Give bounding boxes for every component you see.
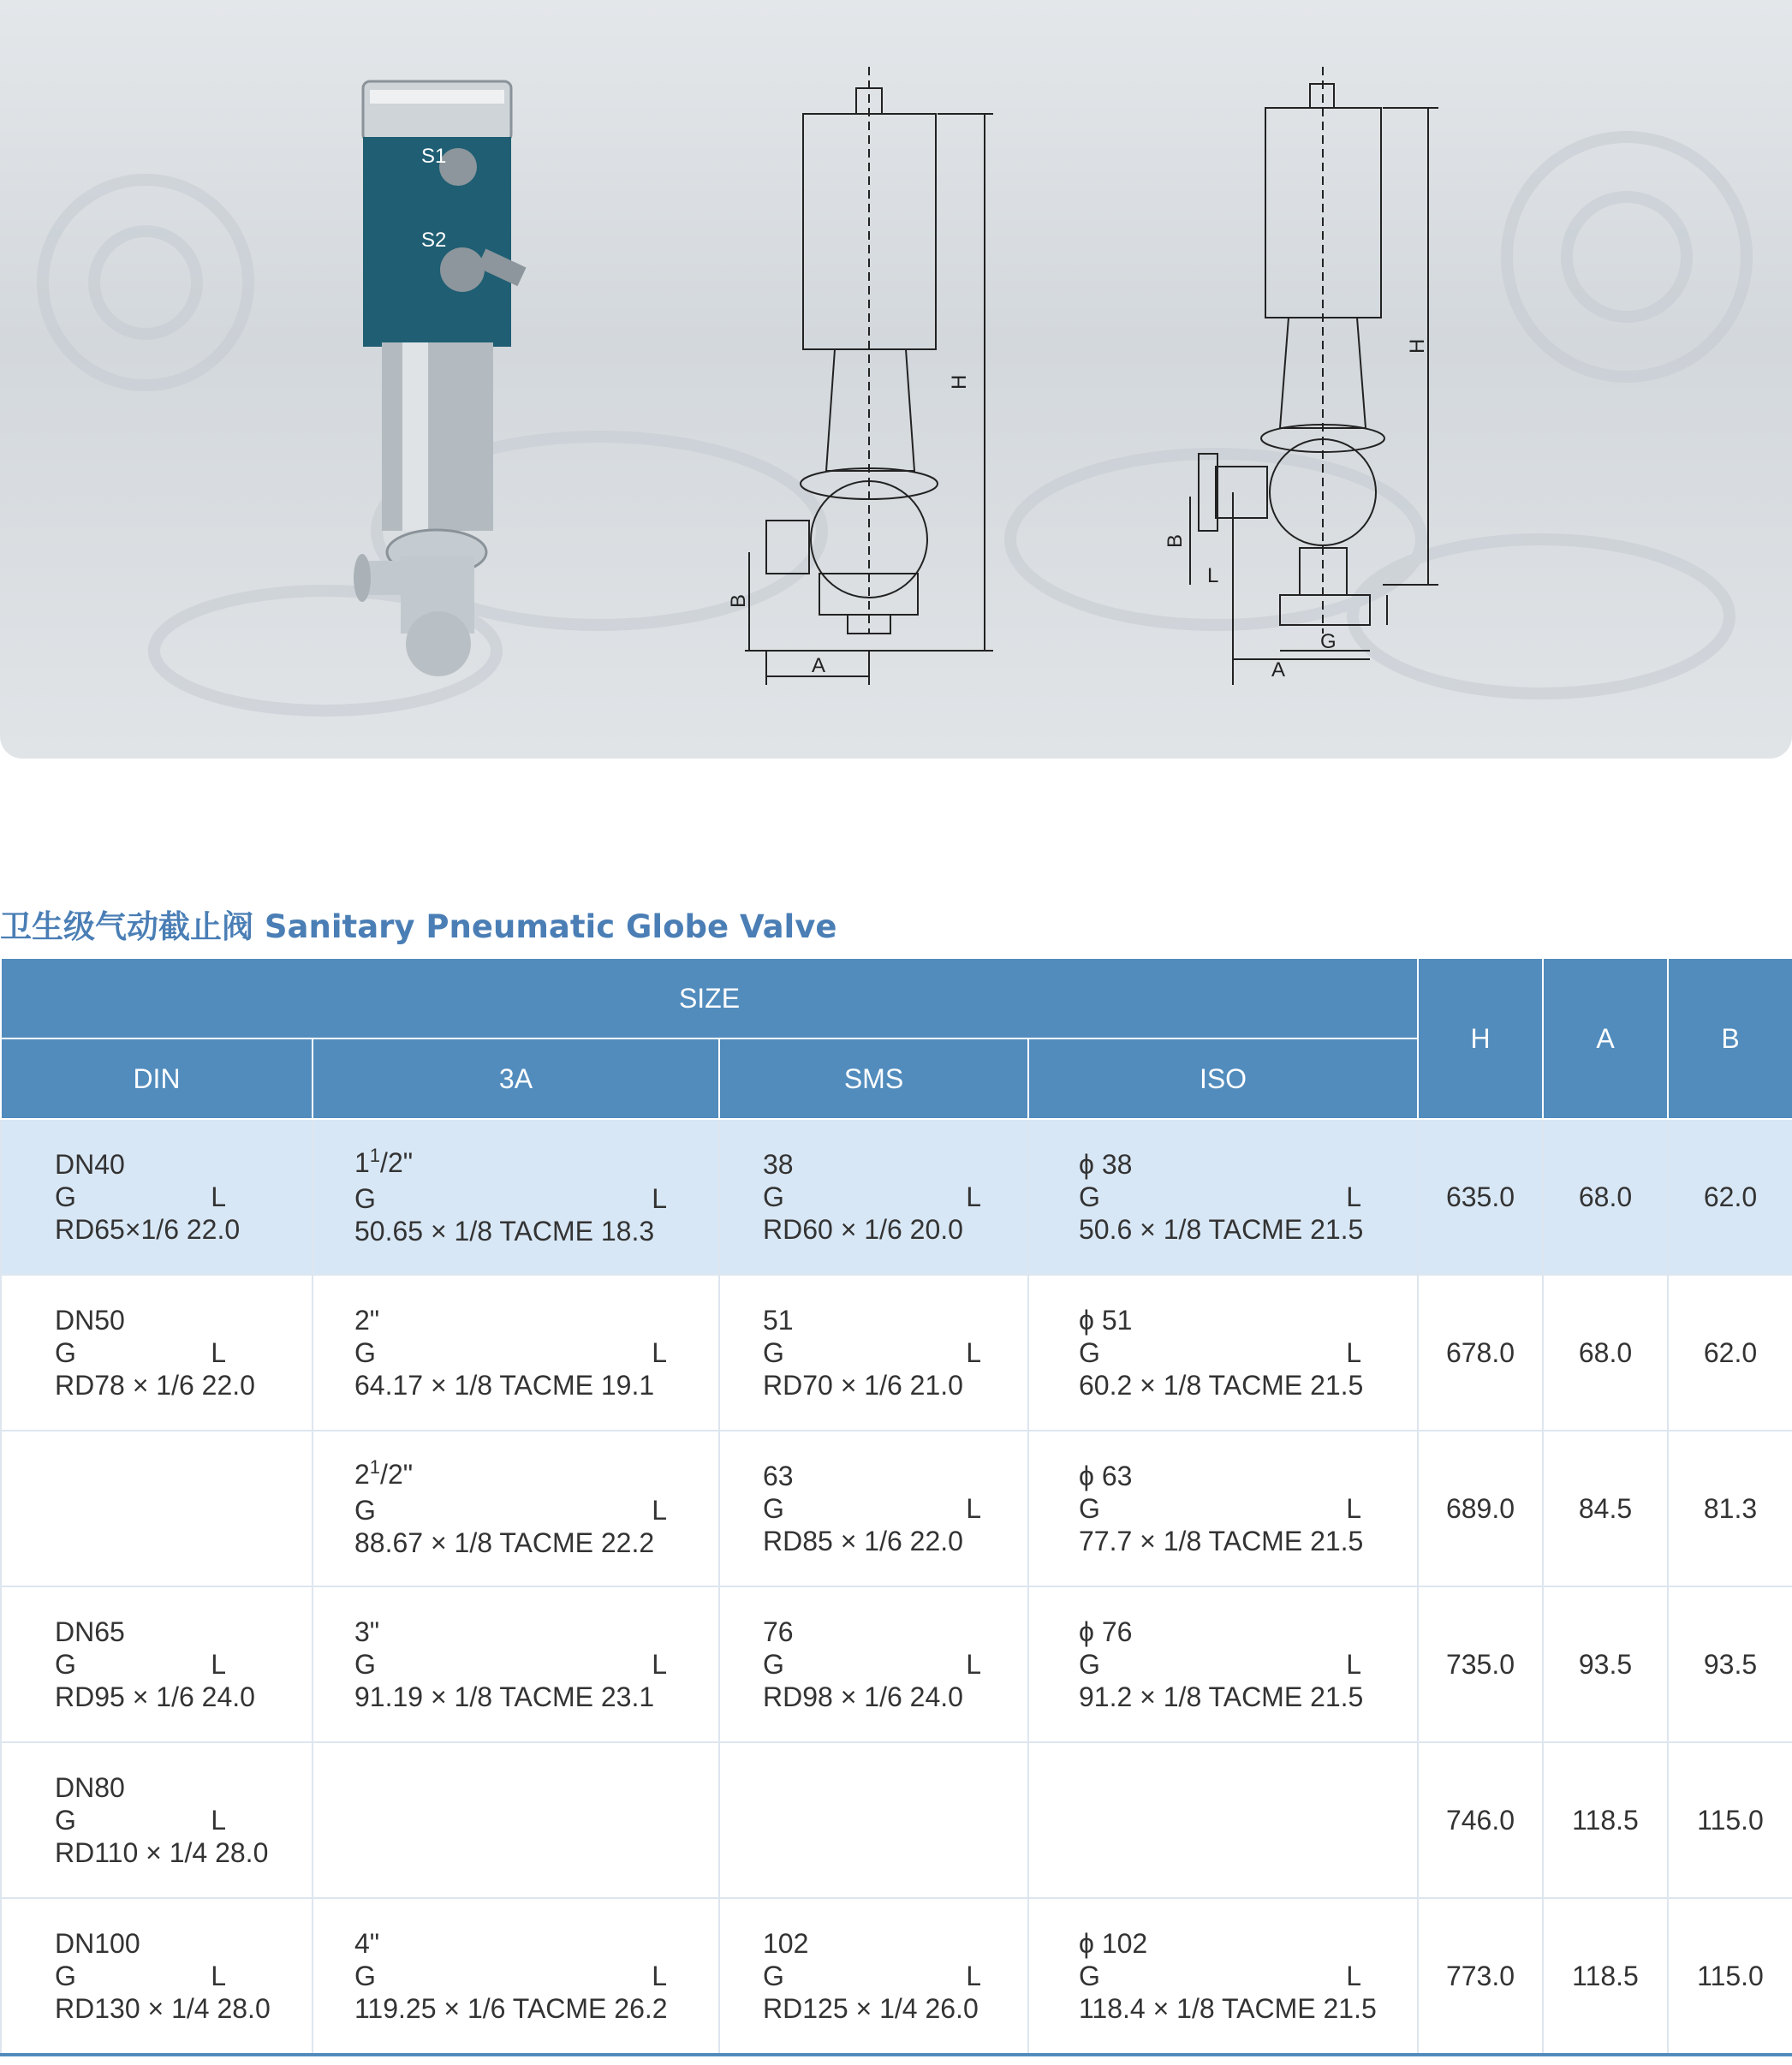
iso-size: ϕ 76 (1079, 1616, 1133, 1647)
l-label: L (652, 1183, 667, 1214)
din-size: DN65 (55, 1616, 125, 1647)
left-label-h: H (948, 374, 971, 390)
spec-table (0, 957, 1792, 2056)
l-label: L (211, 1337, 226, 1368)
l-label: L (1346, 1493, 1361, 1524)
header-h: H (1418, 958, 1543, 1119)
header-size: SIZE (1, 958, 1418, 1038)
b-value: 62.0 (1668, 1275, 1792, 1431)
iso-thread: 77.7 × 1/8 TACME 21.5 (1079, 1526, 1364, 1556)
header-a: A (1543, 958, 1668, 1119)
din-thread: RD65×1/6 22.0 (55, 1214, 241, 1245)
b-value: 93.5 (1668, 1586, 1792, 1742)
l-label: L (211, 1805, 226, 1836)
h-value: 773.0 (1418, 1898, 1543, 2055)
g-label: G (55, 1337, 76, 1368)
iso-size: ϕ 63 (1079, 1461, 1133, 1491)
iso-size: ϕ 102 (1079, 1928, 1148, 1959)
l-label: L (966, 1181, 981, 1212)
left-label-a: A (812, 654, 826, 677)
background-flanges (43, 137, 1747, 711)
3a-size (354, 1146, 667, 1182)
a-value: 68.0 (1543, 1119, 1668, 1275)
iso-thread: 118.4 × 1/8 TACME 21.5 (1079, 1993, 1377, 2024)
3a-thread: 64.17 × 1/8 TACME 19.1 (354, 1370, 655, 1401)
g-label: G (354, 1495, 376, 1526)
iso-thread: 91.2 × 1/8 TACME 21.5 (1079, 1681, 1364, 1712)
table-row (1, 1431, 1792, 1586)
din-cell (1, 1586, 313, 1742)
sms-thread: RD85 × 1/6 22.0 (763, 1526, 963, 1556)
h-value: 746.0 (1418, 1742, 1543, 1898)
photo-label-s2: S2 (421, 229, 447, 252)
table-row (1, 1742, 1792, 1898)
h-value: 635.0 (1418, 1119, 1543, 1275)
a-value: 118.5 (1543, 1742, 1668, 1898)
g-label: G (1079, 1181, 1100, 1212)
h-value: 735.0 (1418, 1586, 1543, 1742)
g-label: G (763, 1961, 784, 1991)
l-label: L (211, 1181, 226, 1212)
din-size: DN50 (55, 1305, 125, 1336)
left-label-b: B (727, 593, 750, 608)
sms-cell (719, 1119, 1028, 1275)
header-b: B (1668, 958, 1792, 1119)
l-label: L (652, 1495, 667, 1526)
din-cell (1, 1119, 313, 1275)
g-label: G (1079, 1961, 1100, 1991)
sms-thread: RD125 × 1/4 26.0 (763, 1993, 979, 2024)
g-label: G (354, 1337, 376, 1368)
b-value: 62.0 (1668, 1119, 1792, 1275)
l-label: L (652, 1961, 667, 1991)
g-label: G (354, 1183, 376, 1214)
spec-table-body (1, 1119, 1792, 2055)
sms-size: 102 (763, 1928, 809, 1959)
sms-cell-empty (719, 1742, 1028, 1898)
g-label: G (1079, 1493, 1100, 1524)
b-value: 115.0 (1668, 1898, 1792, 2055)
table-row (1, 1275, 1792, 1431)
l-label: L (966, 1961, 981, 1991)
valve-photo (354, 81, 527, 676)
din-cell (1, 1898, 313, 2055)
3a-size-rest: /2" (380, 1147, 414, 1178)
din-size: DN40 (55, 1149, 125, 1180)
drawing-right (1190, 67, 1438, 685)
l-label: L (966, 1493, 981, 1524)
sms-size: 38 (763, 1149, 794, 1180)
l-label: L (1346, 1181, 1361, 1212)
g-label: G (763, 1181, 784, 1212)
right-label-l: L (1207, 564, 1219, 587)
a-value: 68.0 (1543, 1275, 1668, 1431)
3a-size-whole: 1 (354, 1147, 370, 1178)
photo-label-s1: S1 (421, 145, 447, 168)
l-label: L (1346, 1649, 1361, 1680)
iso-size: ϕ 51 (1079, 1305, 1133, 1336)
l-label: L (211, 1649, 226, 1680)
sms-thread: RD98 × 1/6 24.0 (763, 1681, 963, 1712)
l-label: L (1346, 1961, 1361, 1991)
din-size: DN100 (55, 1928, 140, 1959)
iso-thread: 60.2 × 1/8 TACME 21.5 (1079, 1370, 1364, 1401)
page-title: 卫生级气动截止阀 Sanitary Pneumatic Globe Valve (0, 908, 837, 945)
l-label: L (652, 1649, 667, 1680)
right-label-b: B (1164, 533, 1187, 548)
iso-cell (1028, 1586, 1418, 1742)
sms-size: 63 (763, 1461, 794, 1491)
3a-size-whole: 2 (354, 1459, 370, 1490)
g-label: G (354, 1961, 376, 1991)
3a-size (354, 1458, 667, 1494)
g-label: G (763, 1493, 784, 1524)
din-thread: RD95 × 1/6 24.0 (55, 1681, 255, 1712)
3a-size-fraction: 1 (369, 1145, 381, 1166)
header-din: DIN (1, 1038, 313, 1119)
iso-cell-empty (1028, 1742, 1418, 1898)
sms-cell (719, 1275, 1028, 1431)
3a-cell-empty (313, 1742, 719, 1898)
din-thread: RD110 × 1/4 28.0 (55, 1837, 269, 1868)
g-label: G (55, 1181, 76, 1212)
sms-cell (719, 1431, 1028, 1586)
h-value: 689.0 (1418, 1431, 1543, 1586)
right-label-a: A (1271, 658, 1286, 681)
right-label-g: G (1320, 630, 1337, 653)
l-label: L (1346, 1337, 1361, 1368)
iso-cell (1028, 1275, 1418, 1431)
din-cell-empty (1, 1431, 313, 1586)
din-thread: RD78 × 1/6 22.0 (55, 1370, 255, 1401)
product-banner (0, 0, 1792, 759)
din-cell (1, 1742, 313, 1898)
iso-thread: 50.6 × 1/8 TACME 21.5 (1079, 1214, 1364, 1245)
l-label: L (211, 1961, 226, 1991)
right-label-h: H (1406, 338, 1429, 354)
table-row (1, 1119, 1792, 1275)
3a-cell (313, 1119, 719, 1275)
3a-size: 4" (354, 1928, 380, 1959)
header-sms: SMS (719, 1038, 1028, 1119)
a-value: 84.5 (1543, 1431, 1668, 1586)
g-label: G (55, 1805, 76, 1836)
3a-cell (313, 1586, 719, 1742)
sms-size: 76 (763, 1616, 794, 1647)
sms-cell (719, 1898, 1028, 2055)
g-label: G (763, 1649, 784, 1680)
l-label: L (966, 1649, 981, 1680)
table-row (1, 1898, 1792, 2055)
din-size: DN80 (55, 1772, 125, 1803)
a-value: 118.5 (1543, 1898, 1668, 2055)
b-value: 81.3 (1668, 1431, 1792, 1586)
a-value: 93.5 (1543, 1586, 1668, 1742)
din-thread: RD130 × 1/4 28.0 (55, 1993, 271, 2024)
iso-cell (1028, 1119, 1418, 1275)
h-value: 678.0 (1418, 1275, 1543, 1431)
g-label: G (55, 1649, 76, 1680)
l-label: L (966, 1337, 981, 1368)
g-label: G (763, 1337, 784, 1368)
g-label: G (1079, 1337, 1100, 1368)
b-value: 115.0 (1668, 1742, 1792, 1898)
3a-thread: 50.65 × 1/8 TACME 18.3 (354, 1216, 655, 1247)
3a-thread: 91.19 × 1/8 TACME 23.1 (354, 1681, 655, 1712)
sms-thread: RD60 × 1/6 20.0 (763, 1214, 963, 1245)
l-label: L (652, 1337, 667, 1368)
g-label: G (354, 1649, 376, 1680)
3a-size: 2" (354, 1305, 380, 1336)
3a-thread: 88.67 × 1/8 TACME 22.2 (354, 1527, 655, 1558)
g-label: G (1079, 1649, 1100, 1680)
table-row (1, 1586, 1792, 1742)
3a-size: 3" (354, 1616, 380, 1647)
3a-cell (313, 1431, 719, 1586)
g-label: G (55, 1961, 76, 1991)
iso-cell (1028, 1431, 1418, 1586)
3a-cell (313, 1275, 719, 1431)
header-3a: 3A (313, 1038, 719, 1119)
sms-thread: RD70 × 1/6 21.0 (763, 1370, 963, 1401)
3a-size-fraction: 1 (369, 1456, 381, 1478)
banner-graphics (0, 0, 1792, 759)
3a-thread: 119.25 × 1/6 TACME 26.2 (354, 1993, 668, 2024)
3a-size-rest: /2" (380, 1459, 414, 1490)
iso-size: ϕ 38 (1079, 1149, 1133, 1180)
sms-cell (719, 1586, 1028, 1742)
iso-cell (1028, 1898, 1418, 2055)
sms-size: 51 (763, 1305, 794, 1336)
din-cell (1, 1275, 313, 1431)
3a-cell (313, 1898, 719, 2055)
header-iso: ISO (1028, 1038, 1418, 1119)
